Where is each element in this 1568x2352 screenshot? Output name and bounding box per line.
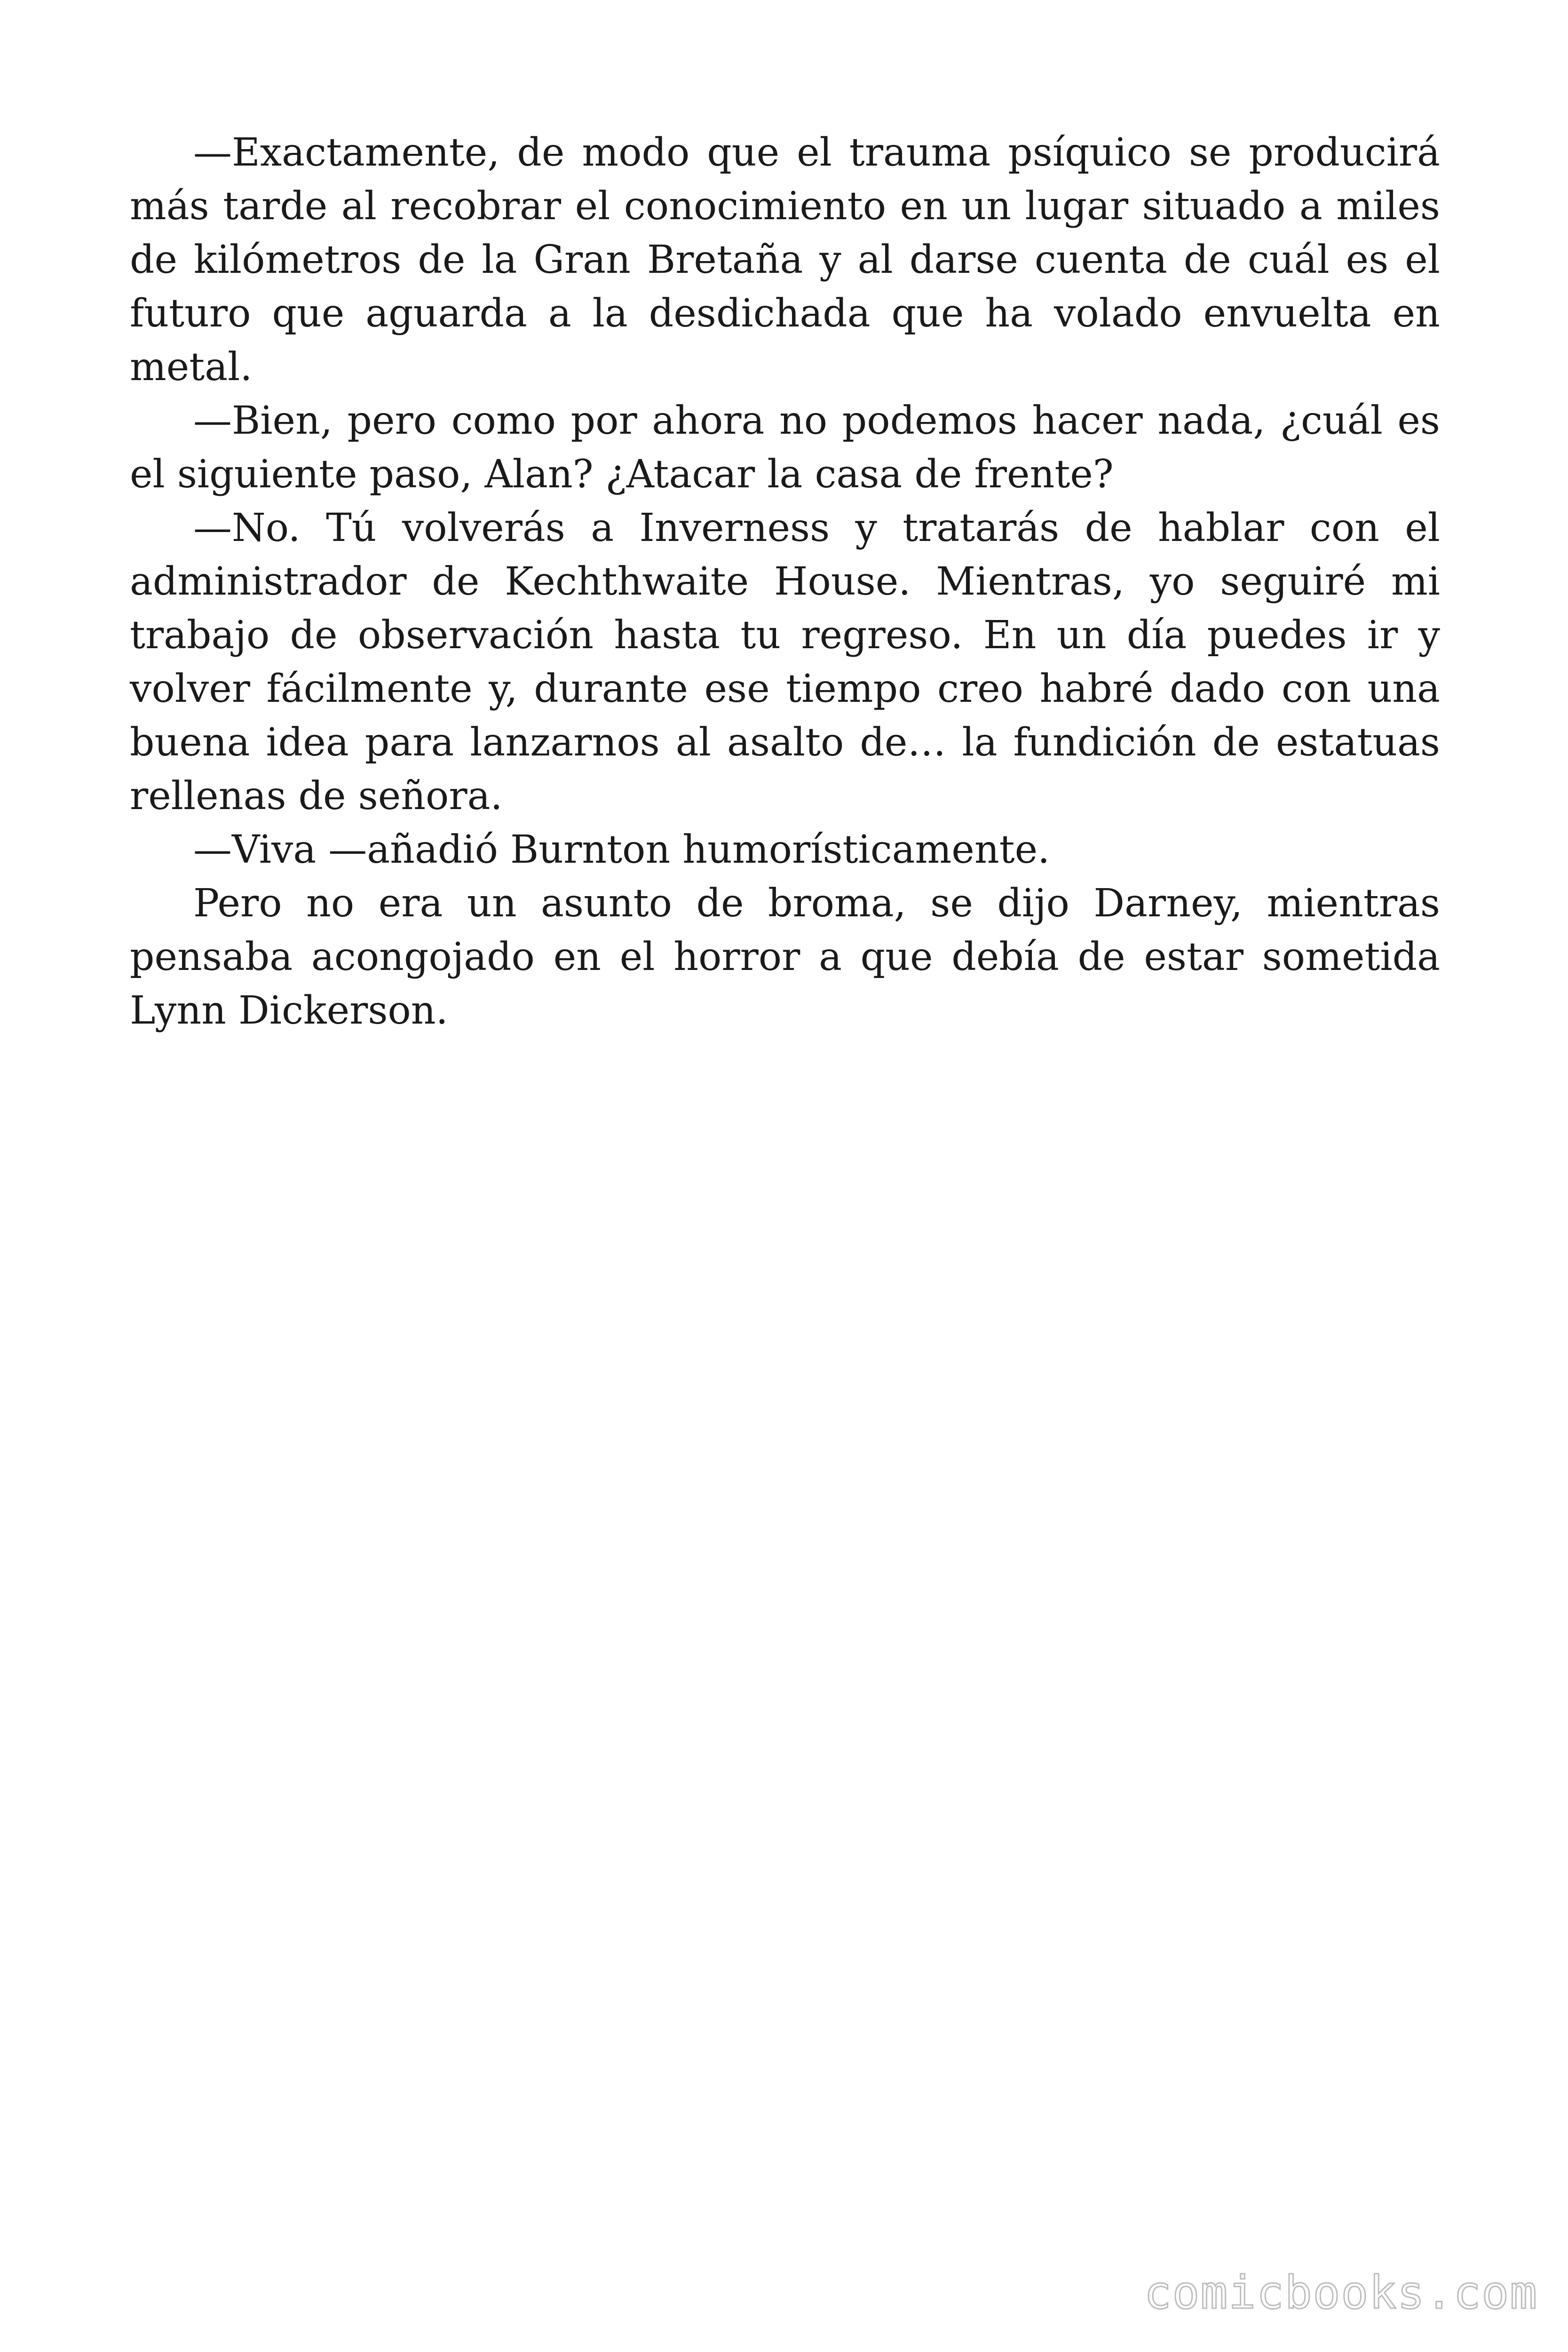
- watermark: comicbooks.com: [1144, 2266, 1538, 2319]
- paragraph-4: —Viva —añadió Burnton humorísticamente.: [193, 827, 1050, 872]
- paragraph-2: —Bien, pero como por ahora no podemos hacer nada, ¿cuál es el siguiente paso, Alan? ¿Atacar la casa de frente?: [130, 398, 1440, 497]
- paragraph-1: —Exactamente, de modo que el trauma psíquico se producirá más tarde al recobrar el conocimiento en un lugar situado a miles de kilómetros de la Gran Bretaña y al darse cuenta de cuál es el futuro que aguarda a la desdichada que ha volado envuelta en metal.: [130, 130, 1440, 389]
- paragraph-3: —No. Tú volverás a Inverness y tratarás de hablar con el administrador de Kechthwaite House. Mientras, yo seguiré mi trabajo de observación hasta tu regreso. En un día puedes ir y volver fácilmente y, durante ese tiempo creo habré dado con una buena idea para lanzarnos al asalto de… la fundición de estatuas rellenas de señora.: [130, 506, 1440, 818]
- body-text: [130, 126, 1440, 1038]
- paragraph-5: Pero no era un asunto de broma, se dijo Darney, mientras pensaba acongojado en el horror a que debía de estar sometida Lynn Dickerson.: [130, 881, 1440, 1033]
